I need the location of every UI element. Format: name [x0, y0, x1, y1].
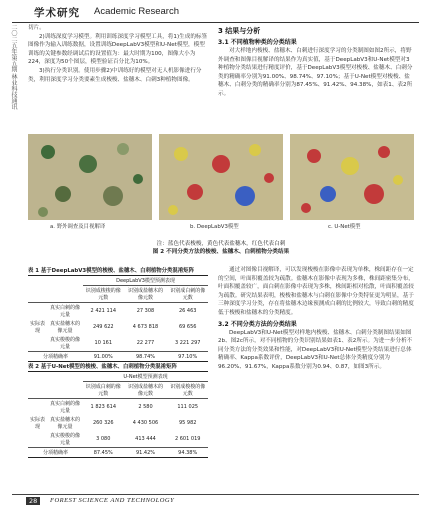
- cell: 91.42%: [135, 449, 156, 456]
- cell: 87.45%: [93, 449, 113, 456]
- cell: 4 673 818: [132, 324, 159, 330]
- column-header: 识别成白刺的像元数: [85, 384, 121, 397]
- cell: 2 421 114: [90, 308, 116, 314]
- cell: 249 622: [92, 324, 114, 330]
- page-footer: [12, 494, 419, 507]
- column-header: 识别成梭梭的像元数: [85, 288, 121, 301]
- page-number: 28: [26, 497, 40, 505]
- left-column: [28, 24, 208, 84]
- cell: 95 982: [178, 420, 197, 426]
- cell: 91.00%: [93, 353, 113, 360]
- cell: 4 430 506: [132, 420, 159, 426]
- figure-legend-note: 注：蓝色代表梭梭，黄色代表盐穗木，红色代表白刺: [156, 241, 286, 247]
- cell: 22 277: [136, 340, 155, 346]
- table-row: [28, 303, 208, 320]
- figure-panel-c: [290, 134, 414, 220]
- cell: 26 463: [178, 308, 197, 314]
- row-label: 真实梭梭的像元量: [50, 433, 81, 446]
- figure-caption-c: c. U-Net模型: [328, 224, 361, 230]
- table-2-caption: 表 2 基于U-Net模型的梭梭、盐穗木、白刺植物分类混淆矩阵: [28, 364, 177, 370]
- row-label: 分项精确率: [43, 450, 69, 456]
- cell: 3 080: [96, 436, 111, 442]
- figure-caption-b: b. DeepLabV3模型: [190, 224, 239, 230]
- subsection-heading: 3.1 不同植物种类的分类结果: [218, 39, 297, 46]
- side-issue-label: 二〇二五年第五期 林业科技通讯: [10, 24, 17, 110]
- figure-caption: [28, 240, 414, 256]
- table-1-caption: 表 1 基于DeepLabV3模型的梭梭、盐穗木、白刺植物分类混淆矩阵: [28, 268, 194, 274]
- figure-panel-a: [28, 134, 152, 220]
- column-header: 识别成盐穗木的像元数: [127, 384, 163, 397]
- paragraph: DeepLabV3和U-Net模型对样地内梭梭、盐穗木、白刺分类制图结果如图2b、图2c所示，对不同植物的分类识别结果如表1、表2所示。为进一步分析不同分类方法的分类效果和性能，对DeepLabV3和U-Net模型分类结果进行总体精确率、Kappa系数评价，DeepLabV3和U-Net总体分类精度分别为96.20%、91.67%，Kappa系数分别为0.94、0.87，如图3所示。: [218, 329, 413, 370]
- paragraph: 2)训练深度学习模型。利用训练深度学习模型工具，将1)生成的标签图像作为输入训练数据，设置训练DeepLabV3模型和U-Net模型，模型训练的关键参数经调试后的设置值为：最大时期为100，图像大小为224，深度为50个图层，模型验证百分比为10%。: [28, 33, 208, 66]
- cell: 3 221 297: [174, 340, 201, 346]
- figure-caption-a: a. 野外调查及目视解译: [50, 224, 106, 230]
- row-label: 真实盐穗木的像元量: [50, 321, 81, 334]
- right-column-lower: [218, 266, 414, 372]
- paragraph: 对大样地内梭梭、盐穗木、白刺进行深度学习的分类制图如图2所示，将野外调查和图像目视解译的结果作为真实值，基于DeepLabV3和U-Net模型对3种植物分类结果进行精度评价，基于DeepLabV3模型对梭梭、盐穗木、白刺分类的精确率分别为91.00%、98.74%、97.10%；基于U-Net模型对梭梭、盐穗木、白刺分类的精确率分别为87.45%、91.42%、94.38%，如表1、表2所示。: [218, 48, 413, 97]
- cell: 27 308: [136, 308, 155, 314]
- paragraph: 切片。: [28, 25, 45, 31]
- table-1: [28, 275, 208, 362]
- column-header: 识别成盐穗木的像元数: [127, 288, 163, 301]
- cell: 69 656: [178, 324, 197, 330]
- table-group-header: DeepLabV3模型预测表现: [83, 276, 208, 286]
- figure-2: [28, 134, 414, 230]
- cell: 10 161: [94, 340, 113, 346]
- column-header: 识别成白刺的像元数: [170, 288, 206, 301]
- journal-title-cn: 学术研究: [34, 7, 80, 19]
- row-label: 分项精确率: [43, 354, 69, 360]
- cell: 94.38%: [178, 449, 198, 456]
- cell: 2 601 019: [174, 436, 201, 442]
- cell: 2 580: [138, 404, 153, 410]
- figure-title: 图 2 不同分类方法的梭梭、盐穗木、白刺植物分类结果: [152, 249, 290, 255]
- row-group-label: 实际表现: [30, 417, 46, 430]
- section-heading: 3 结果与分析: [218, 27, 261, 35]
- row-label: 真实白刺的像元量: [50, 305, 81, 318]
- table-row: [28, 415, 208, 431]
- row-label: 真实白刺的像元量: [50, 401, 81, 414]
- subsection-heading: 3.2 不同分类方法的分类结果: [218, 320, 297, 328]
- table-2: [28, 371, 208, 458]
- footer-journal-name: FOREST SCIENCE AND TECHNOLOGY: [50, 497, 175, 504]
- table-group-header: U-Net模型预测表现: [83, 372, 208, 382]
- table-row: [28, 399, 208, 416]
- cell: 260 326: [92, 420, 114, 426]
- row-label: 真实梭梭的像元量: [50, 337, 81, 350]
- paragraph: 3)执行分类识别。使用步骤2)中训练好的模型对无人机影像进行分类，利用深度学习分类要素生成梭梭、盐穗木、白刺3种植物图像。: [28, 67, 202, 83]
- table-row: [28, 448, 208, 458]
- row-label: 真实盐穗木的像元量: [50, 417, 81, 430]
- table-row: [28, 319, 208, 335]
- page-header: [12, 4, 419, 23]
- table-row: [28, 352, 208, 362]
- figure-image: [159, 134, 283, 220]
- figure-panel-b: [159, 134, 283, 220]
- cell: 111 025: [177, 404, 199, 410]
- table-row: [28, 335, 208, 352]
- cell: 97.10%: [178, 353, 198, 360]
- journal-title-en: Academic Research: [94, 6, 180, 17]
- row-group-label: 实际表现: [30, 321, 46, 334]
- figure-image: [290, 134, 414, 220]
- cell: 1 823 614: [90, 404, 116, 410]
- cell: 98.74%: [135, 353, 156, 360]
- right-column: [218, 24, 414, 99]
- cell: 413 444: [135, 436, 156, 442]
- figure-image: [28, 134, 152, 220]
- paragraph: 通过对图像目视解译，可以发现梭梭在影像中表现为单株，株间距存在一定的空间，叶面积覆盖较为疏散。盐穗木在影像中表现为多株，株间距密集分布，叶面积覆盖较广，面白刺在影像中表现为多株，株间距相对松散，叶面积覆盖较为疏散。研究结果表明，梭梭和盐穗木与白刺在影像中分类特征更为明显，基于三种深度学习分类，存在将盐穗木边缘预测成白刺的比例较大，导致白刺的精度低于梭梭和盐穗木的分类精度。: [218, 267, 414, 316]
- table-row: [28, 431, 208, 448]
- column-header: 识别成梭梭的像元数: [170, 384, 206, 397]
